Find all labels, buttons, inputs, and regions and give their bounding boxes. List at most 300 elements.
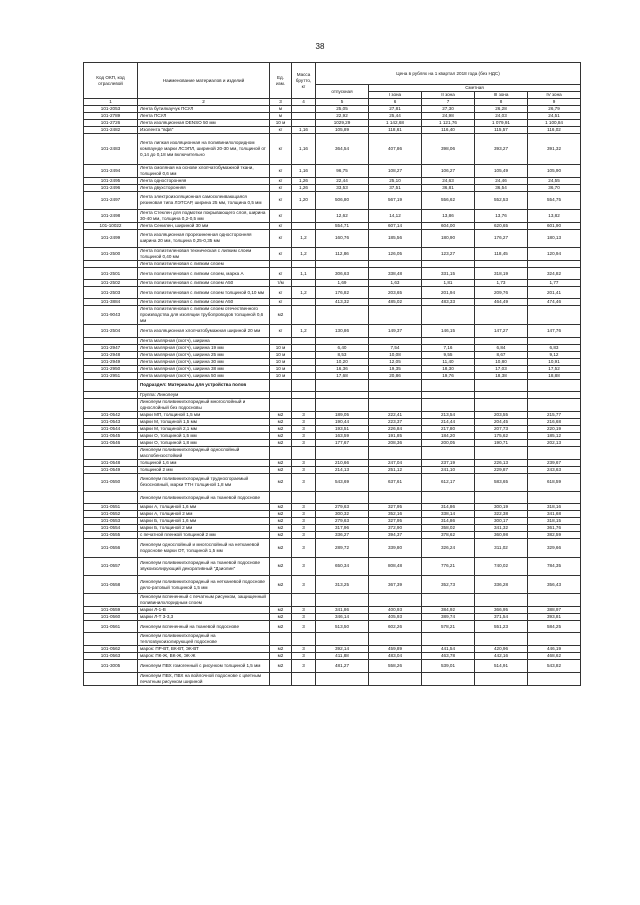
table-row bbox=[84, 539, 581, 557]
table-row bbox=[84, 398, 581, 411]
code-cell: 101-9043 bbox=[84, 306, 138, 325]
zone-4-price-cell: 185,12 bbox=[528, 432, 581, 439]
unit-cell: м2 bbox=[270, 459, 292, 466]
code-cell bbox=[84, 672, 138, 685]
zone-2-price-cell: 116,40 bbox=[422, 127, 475, 134]
zone-3-price-cell: 13,76 bbox=[475, 209, 528, 222]
mass-cell: 1,26 bbox=[292, 177, 316, 184]
code-cell: 101-0560 bbox=[84, 614, 138, 621]
code-cell: 101-2950 bbox=[84, 365, 138, 372]
zone-2-price-cell: 217,80 bbox=[422, 425, 475, 432]
zone-4-price-cell: 9,12 bbox=[528, 351, 581, 358]
name-cell: Лента полиэтиленовая с липким слоем А50 bbox=[138, 280, 270, 287]
zone-2-price-cell: 214,44 bbox=[422, 418, 475, 425]
zone-1-price-cell: 352,16 bbox=[369, 511, 422, 518]
zone-3-price-cell: 175,62 bbox=[475, 432, 528, 439]
unit-cell: кг bbox=[270, 299, 292, 306]
zone-1-price-cell: 405,93 bbox=[369, 614, 422, 621]
zone-1-price-cell: 567,19 bbox=[369, 191, 422, 209]
code-cell: 101-0544 bbox=[84, 425, 138, 432]
zone-1-price-cell: 126,05 bbox=[369, 248, 422, 261]
release-price-cell bbox=[316, 594, 369, 607]
zone-4-price-cell: 601,90 bbox=[528, 222, 581, 229]
zone-3-price-cell: 226,13 bbox=[475, 459, 528, 466]
unit-cell: м bbox=[270, 113, 292, 120]
zone-1-price-cell: 108,27 bbox=[369, 164, 422, 177]
release-price-cell: 16,36 bbox=[316, 365, 369, 372]
release-price-cell: 336,27 bbox=[316, 532, 369, 539]
unit-cell: м bbox=[270, 106, 292, 113]
column-number: 3 bbox=[270, 99, 292, 106]
unit-cell bbox=[270, 337, 292, 344]
zone-1-price-cell bbox=[369, 391, 422, 398]
release-price-cell: 210,66 bbox=[316, 459, 369, 466]
unit-cell bbox=[270, 391, 292, 398]
mass-cell bbox=[292, 594, 316, 607]
name-cell: Лента полиэтиленовая с липким слоем отечественного производства для изоляции трубопроводов толщиной 0,6 мм bbox=[138, 306, 270, 325]
unit-cell bbox=[270, 446, 292, 459]
zone-4-price-cell: 356,43 bbox=[528, 575, 581, 593]
zone-2-price-cell: 200,05 bbox=[422, 439, 475, 446]
zone-3-price-cell: 209,76 bbox=[475, 287, 528, 299]
release-price-cell: 313,25 bbox=[316, 575, 369, 593]
code-cell: 101-0557 bbox=[84, 557, 138, 575]
zone-3-price-cell: 26,28 bbox=[475, 106, 528, 113]
name-cell: Линолеум поливинилхлоридный на теплозвукоизолирующей подоснове bbox=[138, 633, 270, 646]
zone-1-price-cell bbox=[369, 379, 422, 391]
name-cell: Лента односторонняя bbox=[138, 177, 270, 184]
zone-2-price-cell: 556,62 bbox=[422, 191, 475, 209]
zone-3-price-cell bbox=[475, 492, 528, 504]
unit-cell bbox=[270, 633, 292, 646]
zone-4-price-cell: 329,66 bbox=[528, 539, 581, 557]
zone-2-price-cell: 358,02 bbox=[422, 525, 475, 532]
unit-cell: кг bbox=[270, 229, 292, 247]
release-price-cell bbox=[316, 492, 369, 504]
mass-cell: 3 bbox=[292, 518, 316, 525]
table-row bbox=[84, 229, 581, 247]
zone-3-price-cell: 551,23 bbox=[475, 621, 528, 633]
mass-cell bbox=[292, 337, 316, 344]
table-row bbox=[84, 177, 581, 184]
unit-cell: м2 bbox=[270, 607, 292, 614]
release-price-cell: 392,14 bbox=[316, 646, 369, 653]
table-row bbox=[84, 575, 581, 593]
name-cell: Лента изоляционная прорезиненная односторонняя ширина 20 мм, толщина 0,25-0,35 мм bbox=[138, 229, 270, 247]
name-cell: Лента двухсторонняя bbox=[138, 184, 270, 191]
name-cell: Лента малярная (скотч), ширина bbox=[138, 337, 270, 344]
release-price-cell: 481,27 bbox=[316, 660, 369, 672]
zone-3-price-cell: 147,27 bbox=[475, 325, 528, 337]
name-cell: марки О, толщиной 1,8 мм bbox=[138, 439, 270, 446]
page-number: 38 bbox=[315, 42, 325, 51]
unit-cell: м2 bbox=[270, 418, 292, 425]
column-number: 4 bbox=[292, 99, 316, 106]
name-cell: Линолеум поливинилхлоридный на нетканевой подоснове дело-ратовый толщиной 1,5 мм bbox=[138, 575, 270, 593]
zone-3-price-cell: 190,71 bbox=[475, 439, 528, 446]
table-row bbox=[84, 222, 581, 229]
table-row bbox=[84, 466, 581, 473]
unit-cell: м2 bbox=[270, 504, 292, 511]
code-cell: 101-2726 bbox=[84, 120, 138, 127]
table-row bbox=[84, 106, 581, 113]
mass-cell bbox=[292, 222, 316, 229]
name-cell: толщиной 1,6 мм bbox=[138, 459, 270, 466]
zone-1-price-cell: 327,95 bbox=[369, 518, 422, 525]
name-cell: марки А, толщиной 1,6 мм bbox=[138, 504, 270, 511]
name-cell: Линолеум поливинилхлоридный однослойный маслобензостойкий bbox=[138, 446, 270, 459]
zone-4-price-cell: 18,88 bbox=[528, 372, 581, 379]
release-price-cell: 17,68 bbox=[316, 372, 369, 379]
mass-cell: 3 bbox=[292, 432, 316, 439]
zone-2-price-cell: 18,30 bbox=[422, 365, 475, 372]
zone-3-price-cell bbox=[475, 672, 528, 685]
code-cell: 101-2503 bbox=[84, 287, 138, 299]
zone-1-price-cell: 222,41 bbox=[369, 411, 422, 418]
table-row bbox=[84, 280, 581, 287]
unit-cell: м2 bbox=[270, 425, 292, 432]
zone-1-price-cell: 459,89 bbox=[369, 646, 422, 653]
code-cell: 101-2501 bbox=[84, 268, 138, 280]
unit-cell: 10 м bbox=[270, 351, 292, 358]
release-price-cell: 543,69 bbox=[316, 473, 369, 491]
unit-cell: м2 bbox=[270, 432, 292, 439]
code-cell: 101-0553 bbox=[84, 518, 138, 525]
table-row bbox=[84, 325, 581, 337]
name-cell: с печатной пленкой толщиной 2 мм bbox=[138, 532, 270, 539]
column-number: 5 bbox=[316, 99, 369, 106]
mass-cell: 3 bbox=[292, 607, 316, 614]
header-unit: Ед. изм. bbox=[270, 63, 292, 99]
code-cell: 101-0552 bbox=[84, 511, 138, 518]
zone-1-price-cell: 7,54 bbox=[369, 344, 422, 351]
release-price-cell bbox=[316, 633, 369, 646]
zone-3-price-cell: 10,80 bbox=[475, 358, 528, 365]
table-row bbox=[84, 646, 581, 653]
zone-4-price-cell: 324,82 bbox=[528, 268, 581, 280]
zone-1-price-cell: 20,86 bbox=[369, 372, 422, 379]
mass-cell bbox=[292, 299, 316, 306]
code-cell bbox=[84, 337, 138, 344]
zone-2-price-cell: 213,54 bbox=[422, 411, 475, 418]
zone-1-price-cell: 37,51 bbox=[369, 184, 422, 191]
mass-cell bbox=[292, 344, 316, 351]
mass-cell: 1,2 bbox=[292, 325, 316, 337]
release-price-cell: 25,05 bbox=[316, 106, 369, 113]
zone-2-price-cell: 338,14 bbox=[422, 511, 475, 518]
zone-1-price-cell: 558,26 bbox=[369, 660, 422, 672]
release-price-cell: 346,14 bbox=[316, 614, 369, 621]
unit-cell: 10 м bbox=[270, 344, 292, 351]
zone-1-price-cell: 808,48 bbox=[369, 557, 422, 575]
zone-2-price-cell: 237,19 bbox=[422, 459, 475, 466]
release-price-cell: 105,89 bbox=[316, 127, 369, 134]
zone-3-price-cell: 360,98 bbox=[475, 532, 528, 539]
code-cell: 101-2504 bbox=[84, 325, 138, 337]
table-row bbox=[84, 164, 581, 177]
unit-cell: 10 м bbox=[270, 372, 292, 379]
zone-2-price-cell: 612,17 bbox=[422, 473, 475, 491]
name-cell: марки МП, толщиной 1,5 мм bbox=[138, 411, 270, 418]
release-price-cell: 554,71 bbox=[316, 222, 369, 229]
zone-2-price-cell: 241,10 bbox=[422, 466, 475, 473]
zone-2-price-cell: 314,86 bbox=[422, 504, 475, 511]
code-cell: 101-0555 bbox=[84, 532, 138, 539]
name-cell: марки Б, толщиной 1,6 мм bbox=[138, 518, 270, 525]
mass-cell: 3 bbox=[292, 425, 316, 432]
zone-4-price-cell bbox=[528, 492, 581, 504]
code-cell: 101-0558 bbox=[84, 575, 138, 593]
code-cell: 101-0546 bbox=[84, 439, 138, 446]
release-price-cell: 33,53 bbox=[316, 184, 369, 191]
unit-cell: кг bbox=[270, 164, 292, 177]
unit-cell: м2 bbox=[270, 518, 292, 525]
name-cell: марки Л-Т 3-3,3 bbox=[138, 614, 270, 621]
name-cell: Лента полиэтиленовая с липким слоем, марка А bbox=[138, 268, 270, 280]
name-cell: Лента Стеклен для подмотки покрывающего слоя, ширина 30-40 мм, толщина 0,2-0,5 мм bbox=[138, 209, 270, 222]
table-row bbox=[84, 391, 581, 398]
code-cell: 101-2483 bbox=[84, 134, 138, 165]
release-price-cell: 193,51 bbox=[316, 425, 369, 432]
unit-cell: 10 м bbox=[270, 358, 292, 365]
zone-4-price-cell: 26,79 bbox=[528, 106, 581, 113]
unit-cell: м2 bbox=[270, 439, 292, 446]
code-cell: 101-0542 bbox=[84, 411, 138, 418]
name-cell: Группа: Линолеум bbox=[138, 391, 270, 398]
zone-3-price-cell: 620,65 bbox=[475, 222, 528, 229]
zone-1-price-cell: 25,10 bbox=[369, 177, 422, 184]
zone-3-price-cell: 464,49 bbox=[475, 299, 528, 306]
name-cell: Линолеум поливинилхлоридный многослойный и однослойный без подосновы bbox=[138, 398, 270, 411]
zone-1-price-cell: 327,95 bbox=[369, 504, 422, 511]
table-row bbox=[84, 511, 581, 518]
table-row bbox=[84, 379, 581, 391]
release-price-cell: 10,20 bbox=[316, 358, 369, 365]
zone-4-price-cell: 215,77 bbox=[528, 411, 581, 418]
table-row bbox=[84, 459, 581, 466]
name-cell: Линолеум однослойный и многослойный на нетканевой подоснове марки ОТ, толщиной 1,5 мм bbox=[138, 539, 270, 557]
table-row bbox=[84, 621, 581, 633]
name-cell: марки Б, толщиной 2 мм bbox=[138, 525, 270, 532]
table-row bbox=[84, 209, 581, 222]
unit-cell bbox=[270, 379, 292, 391]
release-price-cell: 506,80 bbox=[316, 191, 369, 209]
zone-2-price-cell: 331,15 bbox=[422, 268, 475, 280]
name-cell: Лента малярная (скотч), ширина 25 мм bbox=[138, 351, 270, 358]
zone-1-price-cell bbox=[369, 446, 422, 459]
code-cell: 101-0549 bbox=[84, 466, 138, 473]
zone-2-price-cell: 398,06 bbox=[422, 134, 475, 165]
zone-1-price-cell: 400,93 bbox=[369, 607, 422, 614]
zone-2-price-cell: 24,63 bbox=[422, 177, 475, 184]
table-row bbox=[84, 261, 581, 268]
unit-cell: м2 bbox=[270, 473, 292, 491]
mass-cell bbox=[292, 358, 316, 365]
header-price-group: Цена в рублях на 1 квартал 2018 года (без НДС) bbox=[316, 63, 581, 85]
zone-4-price-cell bbox=[528, 672, 581, 685]
code-cell: 101-2789 bbox=[84, 113, 138, 120]
mass-cell: 1,20 bbox=[292, 191, 316, 209]
table-row bbox=[84, 532, 581, 539]
table-row bbox=[84, 411, 581, 418]
release-price-cell bbox=[316, 306, 369, 325]
table-row bbox=[84, 191, 581, 209]
name-cell: Лента полиэтиленовая с липким слоем А50 bbox=[138, 299, 270, 306]
zone-3-price-cell: 311,02 bbox=[475, 539, 528, 557]
zone-1-price-cell: 223,37 bbox=[369, 418, 422, 425]
zone-3-price-cell: 105,49 bbox=[475, 164, 528, 177]
unit-cell: кг bbox=[270, 287, 292, 299]
code-cell: 101-0545 bbox=[84, 432, 138, 439]
release-price-cell bbox=[316, 337, 369, 344]
name-cell: Лента малярная (скотч), ширина 30 мм bbox=[138, 358, 270, 365]
table-row bbox=[84, 557, 581, 575]
unit-cell: т/м bbox=[270, 280, 292, 287]
mass-cell: 3 bbox=[292, 539, 316, 557]
table-row bbox=[84, 418, 581, 425]
release-price-cell: 306,63 bbox=[316, 268, 369, 280]
zone-4-price-cell bbox=[528, 379, 581, 391]
code-cell: 101-2495 bbox=[84, 177, 138, 184]
table-row bbox=[84, 287, 581, 299]
release-price-cell: 22,92 bbox=[316, 113, 369, 120]
zone-4-price-cell: 216,68 bbox=[528, 418, 581, 425]
zone-2-price-cell: 483,33 bbox=[422, 299, 475, 306]
zone-2-price-cell: 11,40 bbox=[422, 358, 475, 365]
table-row bbox=[84, 372, 581, 379]
table-row bbox=[84, 127, 581, 134]
zone-2-price-cell: 378,62 bbox=[422, 532, 475, 539]
zone-3-price-cell: 24,03 bbox=[475, 113, 528, 120]
unit-cell: м2 bbox=[270, 466, 292, 473]
code-cell: 101-2496 bbox=[84, 184, 138, 191]
zone-2-price-cell bbox=[422, 594, 475, 607]
unit-cell bbox=[270, 261, 292, 268]
table-row bbox=[84, 337, 581, 344]
zone-3-price-cell: 393,27 bbox=[475, 134, 528, 165]
mass-cell bbox=[292, 106, 316, 113]
code-cell bbox=[84, 594, 138, 607]
release-price-cell: 289,72 bbox=[316, 539, 369, 557]
code-cell: 101-0556 bbox=[84, 539, 138, 557]
mass-cell: 3 bbox=[292, 653, 316, 660]
mass-cell bbox=[292, 365, 316, 372]
unit-cell: кг bbox=[270, 268, 292, 280]
table-row bbox=[84, 653, 581, 660]
zone-1-price-cell: 14,12 bbox=[369, 209, 422, 222]
zone-4-price-cell: 1 100,84 bbox=[528, 120, 581, 127]
mass-cell: 1,16 bbox=[292, 127, 316, 134]
table-row bbox=[84, 120, 581, 127]
release-price-cell: 160,76 bbox=[316, 229, 369, 247]
zone-2-price-cell: 9,55 bbox=[422, 351, 475, 358]
zone-3-price-cell bbox=[475, 446, 528, 459]
table-row bbox=[84, 248, 581, 261]
zone-1-price-cell: 602,26 bbox=[369, 621, 422, 633]
name-cell: Линолеум вспененный с печатным рисунком, защищенный поливинилхлоридным слоем bbox=[138, 594, 270, 607]
zone-4-price-cell bbox=[528, 261, 581, 268]
zone-3-price-cell: 341,32 bbox=[475, 525, 528, 532]
code-cell: 101-2494 bbox=[84, 164, 138, 177]
release-price-cell: 12,62 bbox=[316, 209, 369, 222]
release-price-cell: 214,13 bbox=[316, 466, 369, 473]
code-cell bbox=[84, 446, 138, 459]
zone-4-price-cell: 116,02 bbox=[528, 127, 581, 134]
code-cell: 101-2947 bbox=[84, 344, 138, 351]
zone-3-price-cell: 366,95 bbox=[475, 607, 528, 614]
mass-cell: 1,2 bbox=[292, 229, 316, 247]
code-cell: 101-0550 bbox=[84, 473, 138, 491]
name-cell: Лента Сенилен, шириной 30 мм bbox=[138, 222, 270, 229]
zone-4-price-cell: 341,68 bbox=[528, 511, 581, 518]
name-cell: Линолеум ПВХ гомогенный с рисунком толщиной 1,5 мм bbox=[138, 660, 270, 672]
code-cell: 101-0551 bbox=[84, 504, 138, 511]
unit-cell bbox=[270, 398, 292, 411]
zone-3-price-cell: 514,91 bbox=[475, 660, 528, 672]
column-number: 8 bbox=[475, 99, 528, 106]
header-zone-1: I зона bbox=[369, 92, 422, 99]
zone-1-price-cell: 19,35 bbox=[369, 365, 422, 372]
mass-cell: 3 bbox=[292, 557, 316, 575]
unit-cell bbox=[270, 594, 292, 607]
zone-4-price-cell: 147,76 bbox=[528, 325, 581, 337]
code-cell: 101-2951 bbox=[84, 372, 138, 379]
name-cell: марки М, толщиной 1,5 мм bbox=[138, 418, 270, 425]
table-row bbox=[84, 358, 581, 365]
table-row bbox=[84, 268, 581, 280]
zone-3-price-cell: 207,73 bbox=[475, 425, 528, 432]
unit-cell: кг bbox=[270, 127, 292, 134]
mass-cell bbox=[292, 351, 316, 358]
zone-4-price-cell: 318,16 bbox=[528, 504, 581, 511]
name-cell: Линолеум вспененный на тканевой подоснове bbox=[138, 621, 270, 633]
header-zone-3: III зона bbox=[475, 92, 528, 99]
zone-4-price-cell bbox=[528, 391, 581, 398]
table-row bbox=[84, 344, 581, 351]
unit-cell: кг bbox=[270, 177, 292, 184]
zone-3-price-cell: 229,87 bbox=[475, 466, 528, 473]
release-price-cell: 96,75 bbox=[316, 164, 369, 177]
mass-cell bbox=[292, 113, 316, 120]
table-row bbox=[84, 492, 581, 504]
release-price-cell: 411,88 bbox=[316, 653, 369, 660]
mass-cell bbox=[292, 120, 316, 127]
name-cell: Лента малярная (скотч), ширина 50 мм bbox=[138, 372, 270, 379]
zone-2-price-cell bbox=[422, 633, 475, 646]
zone-4-price-cell: 201,41 bbox=[528, 287, 581, 299]
unit-cell: м2 bbox=[270, 532, 292, 539]
zone-1-price-cell: 485,02 bbox=[369, 299, 422, 306]
release-price-cell bbox=[316, 398, 369, 411]
zone-3-price-cell: 300,17 bbox=[475, 518, 528, 525]
zone-3-price-cell: 118,45 bbox=[475, 248, 528, 261]
code-cell: 101-3884 bbox=[84, 299, 138, 306]
release-price-cell bbox=[316, 446, 369, 459]
header-estimate-price: Сметная bbox=[369, 85, 581, 92]
zone-4-price-cell: 554,75 bbox=[528, 191, 581, 209]
zone-3-price-cell: 322,38 bbox=[475, 511, 528, 518]
column-number: 2 bbox=[138, 99, 270, 106]
zone-4-price-cell: 239,67 bbox=[528, 459, 581, 466]
zone-2-price-cell: 106,27 bbox=[422, 164, 475, 177]
release-price-cell: 190,44 bbox=[316, 418, 369, 425]
release-price-cell: 341,86 bbox=[316, 607, 369, 614]
zone-2-price-cell: 1,81 bbox=[422, 280, 475, 287]
zone-2-price-cell: 180,90 bbox=[422, 229, 475, 247]
zone-1-price-cell: 25,44 bbox=[369, 113, 422, 120]
mass-cell: 3 bbox=[292, 614, 316, 621]
zone-2-price-cell: 7,16 bbox=[422, 344, 475, 351]
